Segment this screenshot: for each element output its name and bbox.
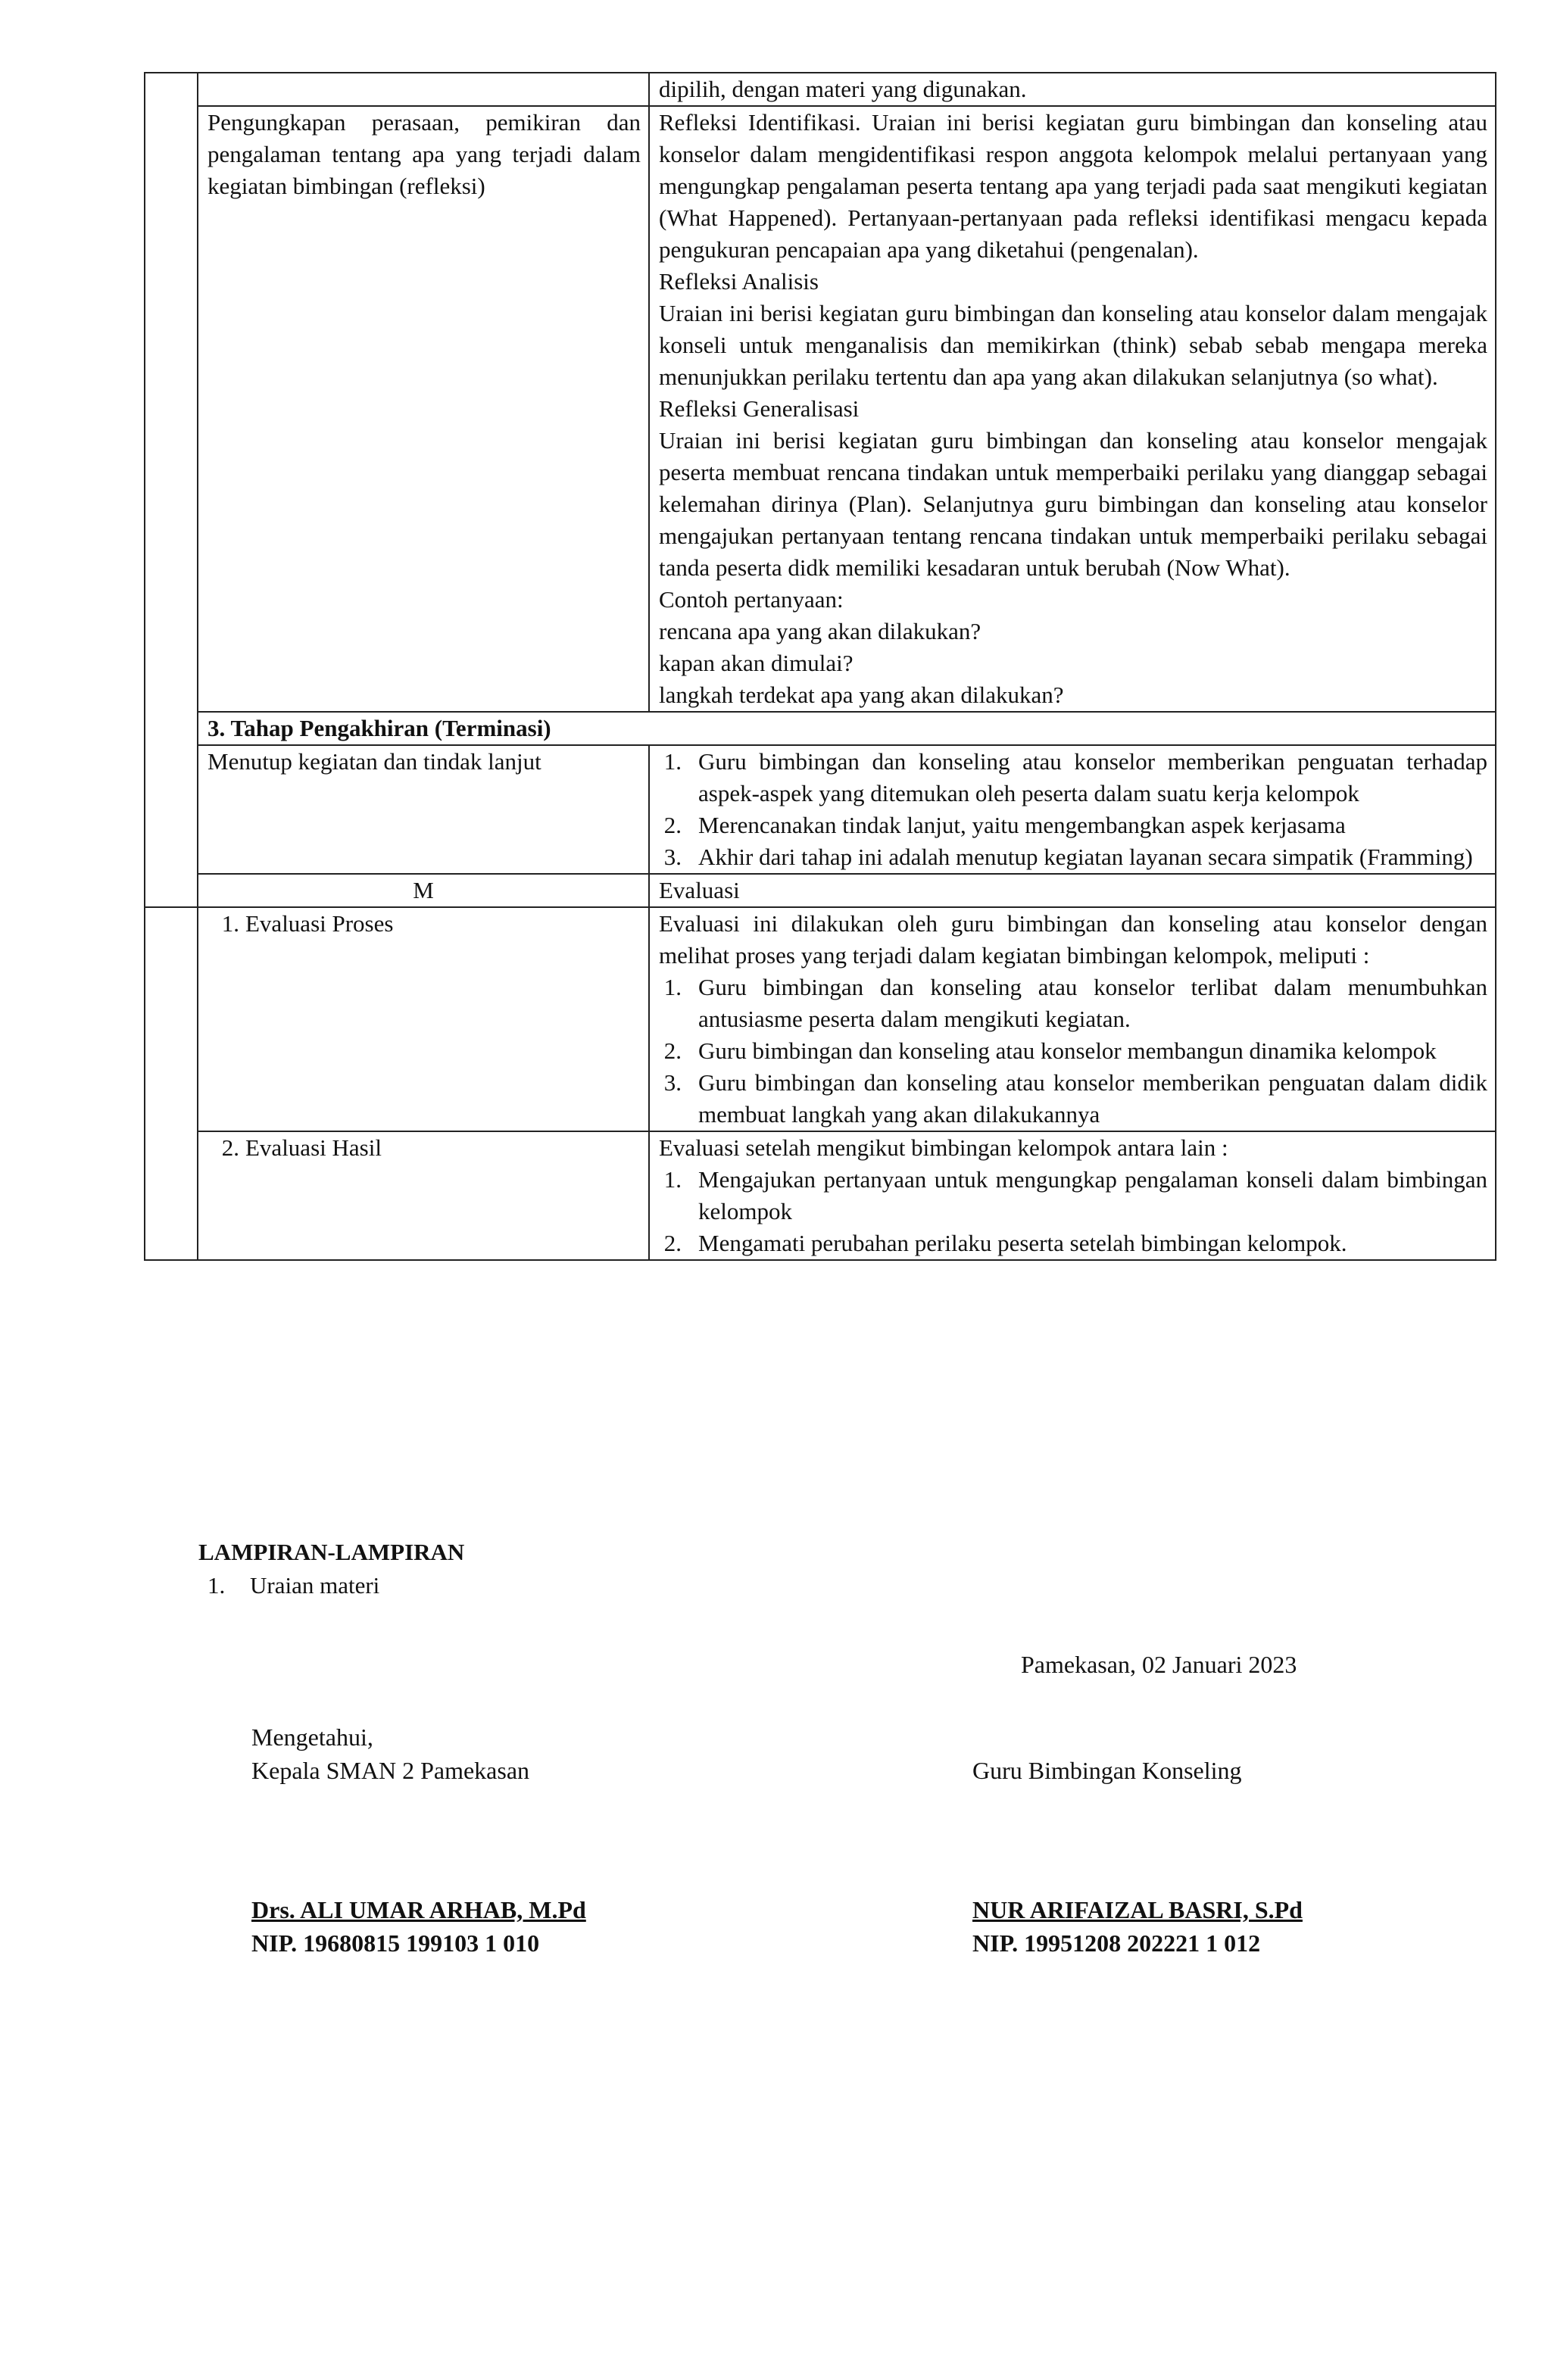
contoh-item: langkah terdekat apa yang akan dilakukan? [659, 682, 1064, 708]
evaluasi-proses-label: 1. Evaluasi Proses [198, 907, 649, 1131]
evaluasi-proses-list [651, 972, 1487, 1131]
evaluasi-hasil-content [649, 1131, 1496, 1260]
refleksi-identifikasi: Refleksi Identifikasi. Uraian ini berisi kegiatan guru bimbingan dan konseling atau konselor dalam mengidentifikasi respon anggota kelompok melalui pertanyaan yang mengungkap pengalaman peserta tentang apa yang terjadi pada saat mengikuti kegiatan (What Happened). Pertanyaan-pertanyaan pada refleksi identifikasi mengacu kepada pengukuran pencapaian apa yang diketahui (pengenalan). [659, 109, 1487, 263]
list-item: 1. Guru bimbingan dan konseling atau konselor memberikan penguatan terhadap aspek-aspek yang ditemukan oleh peserta dalam suatu kerja kelompok [663, 748, 1487, 806]
terminasi-content [649, 745, 1496, 874]
table-row [145, 73, 1496, 106]
list-item: 3. Guru bimbingan dan konseling atau konselor memberikan penguatan dalam didik membuat langkah yang akan dilakukannya [663, 1069, 1487, 1128]
lampiran-title: LAMPIRAN-LAMPIRAN [198, 1539, 465, 1565]
refleksi-analisis-text: Uraian ini berisi kegiatan guru bimbingan dan konseling atau konselor dalam mengajak konseli untuk menganalisis dan memikirkan (think) sebab sebab mengapa mereka menunjukkan perilaku tertentu dan apa yang akan dilakukan selanjutnya (so what). [659, 300, 1487, 390]
evaluasi-hasil-label: 2. Evaluasi Hasil [198, 1131, 649, 1260]
content-cell [649, 73, 1496, 106]
list-item: 1. Mengajukan pertanyaan untuk mengungkap pengalaman konseli dalam bimbingan kelompok [663, 1166, 1487, 1224]
terminasi-list [651, 746, 1487, 873]
refleksi-generalisasi-title: Refleksi Generalisasi [659, 395, 860, 422]
kepala-sekolah-label: Kepala SMAN 2 Pamekasan [251, 1757, 530, 1784]
table-row [145, 745, 1496, 874]
label-cell [198, 73, 649, 106]
contoh-item: kapan akan dimulai? [659, 650, 854, 676]
evaluasi-proses-content [649, 907, 1496, 1131]
continuation-text: dipilih, dengan materi yang digunakan. [659, 76, 1027, 102]
table-row [145, 1131, 1496, 1260]
kepala-name: Drs. ALI UMAR ARHAB, M.Pd [251, 1896, 586, 1923]
signature-left [251, 1720, 529, 1787]
signature-left-name [251, 1893, 586, 1960]
terminasi-title: 3. Tahap Pengakhiran (Terminasi) [198, 712, 1496, 745]
table-row [145, 712, 1496, 745]
signature-right-role: Guru Bimbingan Konseling [972, 1757, 1242, 1784]
evaluasi-hasil-list [651, 1164, 1487, 1259]
code-cell [145, 907, 198, 1260]
table-row [145, 874, 1496, 907]
evaluasi-title: Evaluasi [649, 874, 1496, 907]
evaluasi-hasil-intro: Evaluasi setelah mengikut bimbingan kelompok antara lain : [659, 1134, 1228, 1161]
mengetahui-label: Mengetahui, [251, 1723, 373, 1751]
list-item: 2. Guru bimbingan dan konseling atau konselor membangun dinamika kelompok [663, 1037, 1437, 1064]
list-item: 3. Akhir dari tahap ini adalah menutup kegiatan layanan secara simpatik (Framming) [663, 844, 1473, 870]
lampiran-item: 1. Uraian materi [208, 1572, 380, 1599]
table-row [145, 907, 1496, 1131]
refleksi-content [649, 106, 1496, 712]
contoh-item: rencana apa yang akan dilakukan? [659, 618, 981, 644]
terminasi-label: Menutup kegiatan dan tindak lanjut [198, 745, 649, 874]
guru-name: NUR ARIFAIZAL BASRI, S.Pd [972, 1896, 1303, 1923]
list-item: 1. Guru bimbingan dan konseling atau konselor terlibat dalam menumbuhkan antusiasme peserta dalam mengikuti kegiatan. [663, 974, 1487, 1032]
table-row [145, 106, 1496, 712]
refleksi-analisis-title: Refleksi Analisis [659, 268, 819, 295]
evaluasi-proses-intro: Evaluasi ini dilakukan oleh guru bimbingan dan konseling atau konselor dengan melihat proses yang terjadi dalam kegiatan bimbingan kelompok, meliputi : [659, 910, 1487, 969]
signature-right-name [972, 1893, 1303, 1960]
guru-nip: NIP. 19951208 202221 1 012 [972, 1929, 1261, 1957]
list-item: 2. Merencanakan tindak lanjut, yaitu mengembangkan aspek kerjasama [663, 812, 1346, 838]
list-item: 2. Mengamati perubahan perilaku peserta setelah bimbingan kelompok. [663, 1230, 1347, 1256]
refleksi-generalisasi-text: Uraian ini berisi kegiatan guru bimbingan dan konseling atau konselor mengajak peserta membuat rencana tindakan untuk memperbaiki perilaku yang dianggap sebagai kelemahan dirinya (Plan). Selanjutnya guru bimbingan dan konseling atau konselor mengajukan pertanyaan tentang rencana tindakan untuk memperbaiki perilaku sebagai tanda peserta didk memiliki kesadaran untuk berubah (Now What). [659, 427, 1487, 581]
rpl-table [144, 72, 1496, 1261]
evaluasi-code: M [198, 874, 649, 907]
kepala-nip: NIP. 19680815 199103 1 010 [251, 1929, 540, 1957]
place-date: Pamekasan, 02 Januari 2023 [1021, 1651, 1297, 1678]
contoh-title: Contoh pertanyaan: [659, 586, 844, 613]
refleksi-label: Pengungkapan perasaan, pemikiran dan pengalaman tentang apa yang terjadi dalam kegiatan bimbingan (refleksi) [198, 106, 649, 712]
code-cell [145, 73, 198, 907]
lampiran-section [198, 1536, 464, 1602]
